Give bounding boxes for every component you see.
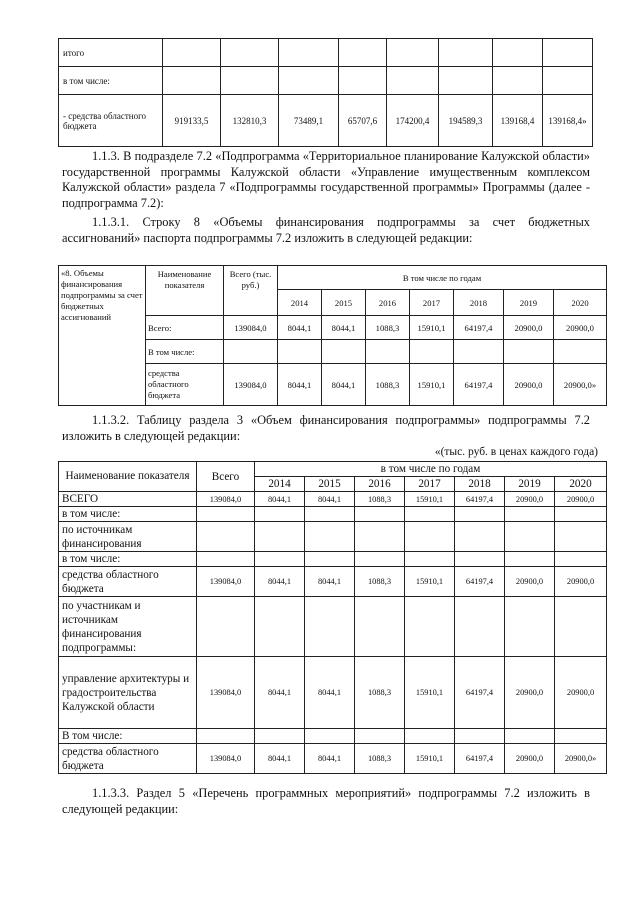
cell-value: 20900,0 — [505, 492, 555, 507]
table-row — [59, 657, 607, 729]
cell-value: 15910,1 — [410, 364, 454, 406]
row-label: - средства областного бюджета — [59, 95, 163, 147]
year-header: 2020 — [555, 477, 607, 492]
cell-value: 20900,0 — [504, 364, 554, 406]
cell-value: 8044,1 — [305, 744, 355, 774]
cell-value: 20900,0 — [555, 492, 607, 507]
year-header: 2014 — [255, 477, 305, 492]
table-row — [59, 567, 607, 597]
table-row — [59, 744, 607, 774]
cell-value: 8044,1 — [305, 492, 355, 507]
cell-value: 20900,0 — [505, 657, 555, 729]
year-header: 2015 — [322, 290, 366, 316]
year-header: 2017 — [405, 477, 455, 492]
cell-value: 8044,1 — [305, 657, 355, 729]
row-label: средства областного бюджета — [146, 364, 224, 406]
units-note: «(тыс. руб. в ценах каждого года) — [434, 446, 598, 458]
cell-value: 1088,3 — [355, 492, 405, 507]
cell-value: 20900,0 — [555, 567, 607, 597]
year-header: 2017 — [410, 290, 454, 316]
cell-value: 15910,1 — [405, 657, 455, 729]
cell-total: 139084,0 — [224, 364, 278, 406]
cell-value: 20900,0» — [555, 744, 607, 774]
cell-value: 8044,1 — [255, 567, 305, 597]
row-label: в том числе: — [59, 67, 163, 95]
cell-value: 8044,1 — [278, 316, 322, 340]
cell-value: 1088,3 — [366, 364, 410, 406]
year-header: 2020 — [554, 290, 607, 316]
paragraph-1-1-3-1: 1.1.3.1. Строку 8 «Объемы финансирования подпрограммы за счет бюджетных ассигнований» паспорта подпрограммы 7.2 изложить в следующей редакции: — [62, 215, 590, 245]
row-label: управление архитектуры и градостроительства Калужской области — [59, 657, 197, 729]
year-header: 2018 — [454, 290, 504, 316]
cell-value: 174200,4 — [387, 95, 439, 147]
cell-value: 64197,4 — [455, 744, 505, 774]
cell-value: 139168,4 — [493, 95, 543, 147]
passport-table — [58, 265, 607, 406]
col-total-header: Всего — [197, 462, 255, 492]
year-header: 2014 — [278, 290, 322, 316]
cell-value: 8044,1 — [278, 364, 322, 406]
cell-value: 8044,1 — [322, 364, 366, 406]
cell-value: 20900,0 — [505, 567, 555, 597]
cell-value: 20900,0 — [555, 657, 607, 729]
paragraph-1-1-3-3: 1.1.3.3. Раздел 5 «Перечень программных мероприятий» подпрограммы 7.2 изложить в следующей редакции: — [62, 786, 590, 816]
cell-value: 64197,4 — [455, 567, 505, 597]
cell-value: 64197,4 — [454, 316, 504, 340]
table-row — [59, 507, 607, 522]
table-row — [59, 492, 607, 507]
year-header: 2016 — [355, 477, 405, 492]
cell-value: 1088,3 — [366, 316, 410, 340]
cell-value: 15910,1 — [405, 567, 455, 597]
table-row — [59, 95, 593, 147]
cell-total: 139084,0 — [197, 657, 255, 729]
cell-value: 20900,0 — [504, 316, 554, 340]
year-header: 2016 — [366, 290, 410, 316]
cell-value: 73489,1 — [279, 95, 339, 147]
table-row — [59, 39, 593, 67]
cell-value: 919133,5 — [163, 95, 221, 147]
row-label: итого — [59, 39, 163, 67]
row-label: средства областного бюджета — [59, 744, 197, 774]
cell-value: 8044,1 — [305, 567, 355, 597]
cell-value: 1088,3 — [355, 744, 405, 774]
year-header: 2019 — [505, 477, 555, 492]
table-row — [59, 522, 607, 552]
cell-value: 139168,4» — [543, 95, 593, 147]
year-header: 2019 — [504, 290, 554, 316]
row-title: «8. Объемы финансирования подпрограммы за счет бюджетных ассигнований — [59, 266, 146, 406]
cell-value: 15910,1 — [405, 492, 455, 507]
paragraph-1-1-3-2: 1.1.3.2. Таблицу раздела 3 «Объем финансирования подпрограммы» подпрограммы 7.2 изложить в следующей редакции: — [62, 413, 590, 443]
row-label: в том числе: — [59, 507, 197, 522]
top-budget-table — [58, 38, 593, 147]
cell-value: 20900,0» — [554, 364, 607, 406]
row-label: В том числе: — [59, 729, 197, 744]
col-name-header: Наименование показателя — [59, 462, 197, 492]
cell-value: 8044,1 — [255, 744, 305, 774]
paragraph-1-1-3: 1.1.3. В подразделе 7.2 «Подпрограмма «Территориальное планирование Калужской области» государственной программы Калужской области «Управление имущественным комплексом Калужской области» раздела 7 «Подпрограммы государственной программы» Программы (далее - подпрограмма 7.2): — [62, 149, 590, 210]
cell-total: 139084,0 — [197, 492, 255, 507]
year-header: 2018 — [455, 477, 505, 492]
row-label: В том числе: — [146, 340, 224, 364]
cell-value: 20900,0 — [505, 744, 555, 774]
col-total-header: Всего (тыс. руб.) — [224, 266, 278, 316]
year-header: 2015 — [305, 477, 355, 492]
years-header: В том числе по годам — [278, 266, 607, 290]
row-label: в том числе: — [59, 552, 197, 567]
years-header: в том числе по годам — [255, 462, 607, 477]
cell-value: 15910,1 — [405, 744, 455, 774]
cell-value: 8044,1 — [255, 657, 305, 729]
cell-value: 1088,3 — [355, 657, 405, 729]
cell-value: 64197,4 — [455, 657, 505, 729]
cell-total: 139084,0 — [197, 744, 255, 774]
cell-value: 132810,3 — [221, 95, 279, 147]
cell-value: 20900,0 — [554, 316, 607, 340]
table-row — [59, 552, 607, 567]
col-name-header: Наименование показателя — [146, 266, 224, 316]
cell-total: 139084,0 — [224, 316, 278, 340]
cell-value: 1088,3 — [355, 567, 405, 597]
table-row — [59, 729, 607, 744]
cell-value: 8044,1 — [322, 316, 366, 340]
finance-table — [58, 461, 607, 774]
cell-value: 65707,6 — [339, 95, 387, 147]
cell-value: 194589,3 — [439, 95, 493, 147]
cell-total: 139084,0 — [197, 567, 255, 597]
row-label: по участникам и источникам финансирования подпрограммы: — [59, 597, 197, 657]
table-row — [59, 67, 593, 95]
table-row — [59, 597, 607, 657]
row-label: средства областного бюджета — [59, 567, 197, 597]
row-label: по источникам финансирования — [59, 522, 197, 552]
row-label: Всего: — [146, 316, 224, 340]
cell-value: 8044,1 — [255, 492, 305, 507]
cell-value: 64197,4 — [455, 492, 505, 507]
cell-value: 64197,4 — [454, 364, 504, 406]
cell-value: 15910,1 — [410, 316, 454, 340]
row-label: ВСЕГО — [59, 492, 197, 507]
